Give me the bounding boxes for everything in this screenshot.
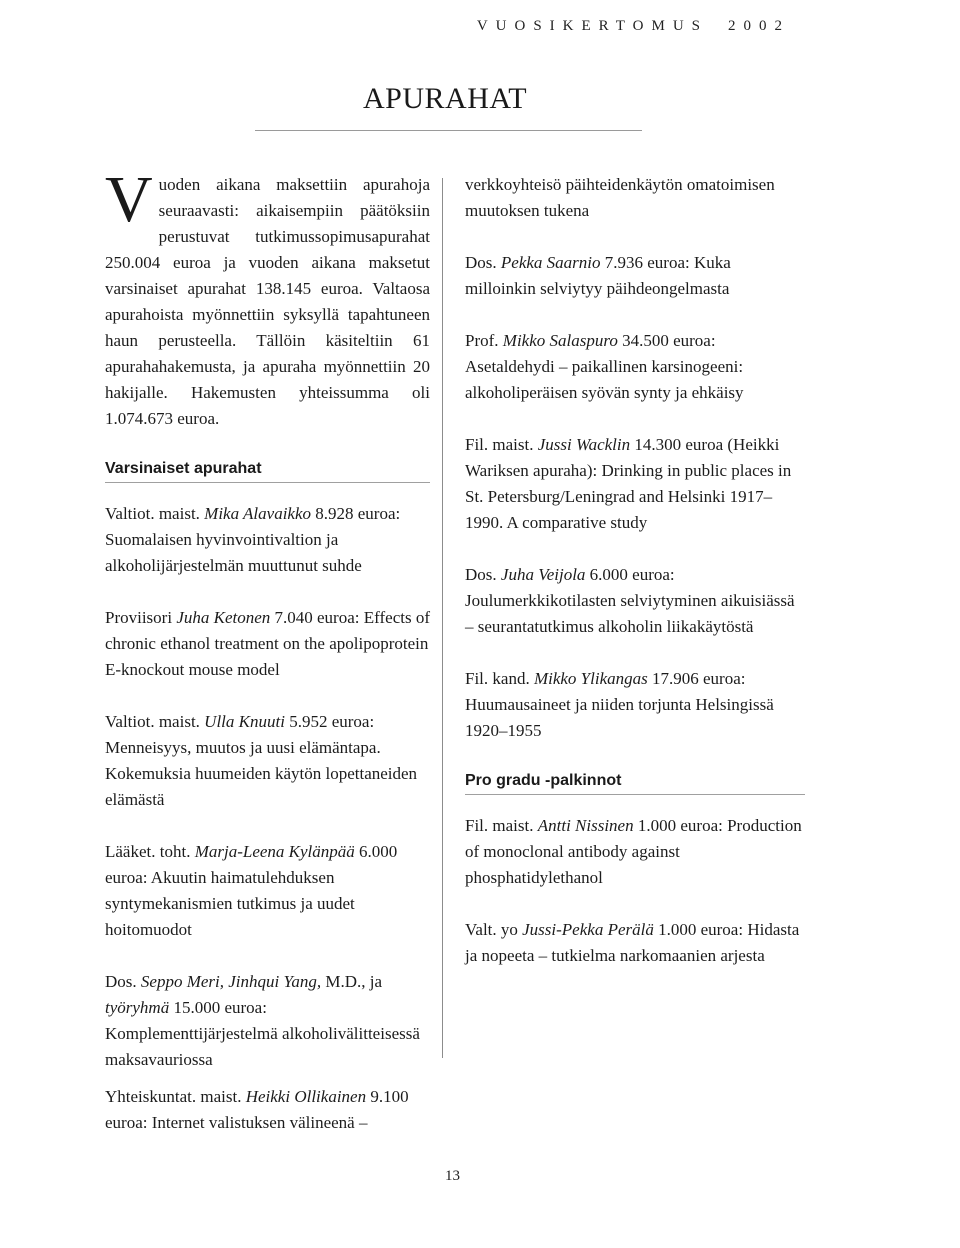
entry-desc: Joulumerkkikotilasten selviytyminen aikuisiässä – seurantatutkimus alkoholin liikakäytöstä (465, 591, 795, 636)
header-year: 2002 (728, 18, 790, 34)
entry-title: Fil. maist. (465, 816, 534, 835)
entry-amount: 5.952 euroa: (289, 712, 375, 731)
grant-entry (105, 839, 430, 943)
entry-amount: 34.500 euroa: (622, 331, 716, 350)
entry-title: Dos. (105, 972, 137, 991)
entry-amount: 8.928 euroa: (315, 504, 401, 523)
entry-desc: Suomalaisen hyvinvointivaltion ja alkoholijärjestelmän muuttunut suhde (105, 530, 362, 575)
entry-name-2: työryhmä (105, 998, 170, 1017)
entry-desc: Internet valistuksen välineenä – (151, 1113, 368, 1132)
drop-cap: V (105, 163, 153, 236)
entry-title: Proviisori (105, 608, 173, 627)
grant-entry (465, 666, 805, 744)
entry-desc: Menneisyys, muutos ja uusi elämäntapa. Kokemuksia huumeiden käytön lopettaneiden elämästä (105, 738, 418, 809)
entry-desc: (Heikki Wariksen apuraha): Drinking in public places in St. Petersburg/Leningrad and Helsinki 1917–1990. A comparative study (465, 435, 792, 532)
intro-paragraph (105, 163, 430, 432)
entry-amount: 9.100 euroa: (105, 1087, 409, 1132)
entry-desc: Akuutin haimatulehduksen syntymekanismien tutkimus ja uudet hoitomuodot (105, 868, 355, 939)
entry-desc: Huumausaineet ja niiden torjunta Helsingissä 1920–1955 (465, 695, 774, 740)
entry-name: Marja-Leena Kylänpää (194, 842, 355, 861)
grant-entry (105, 1084, 445, 1136)
right-column (465, 172, 805, 995)
entry-title: Valt. yo (465, 920, 518, 939)
page-number: 13 (445, 1168, 460, 1184)
entry-title: Lääket. toht. (105, 842, 191, 861)
entry-desc: Hidasta ja nopeeta – tutkielma narkomaanien arjesta (465, 920, 800, 965)
entry-name: Seppo Meri, Jinhqui Yang, (140, 972, 322, 991)
grant-entry (465, 250, 805, 302)
entry-title: Valtiot. maist. (105, 504, 200, 523)
grant-entry (105, 709, 430, 813)
entry-amount: 6.000 euroa: (105, 842, 398, 887)
entry-title: Prof. (465, 331, 499, 350)
entry-name: Mikko Salaspuro (502, 331, 618, 350)
entry-name: Antti Nissinen (537, 816, 634, 835)
entry-amount: 14.300 euroa (634, 435, 724, 454)
left-column (105, 163, 430, 1099)
grant-entry (465, 432, 805, 536)
grant-entry (105, 501, 430, 579)
entry-desc: Production of monoclonal antibody against phosphatidylethanol (465, 816, 802, 887)
page-title: APURAHAT (363, 82, 528, 115)
section-rule (465, 794, 805, 795)
entry-desc: Komplementtijärjestelmä alkoholivälitteisessä maksavauriossa (105, 1024, 420, 1069)
entry-amount: 6.000 euroa: (589, 565, 675, 584)
grant-entry (465, 328, 805, 406)
grant-entry (465, 917, 805, 969)
entry-name: Jussi-Pekka Perälä (522, 920, 654, 939)
entry-amount: 17.906 euroa: (652, 669, 746, 688)
header-title: VUOSIKERTOMUS (476, 18, 708, 34)
entry-amount: 15.000 euroa: (173, 998, 267, 1017)
title-rule (255, 130, 642, 131)
entry-desc: Kuka milloinkin selviytyy päihdeongelmasta (465, 253, 731, 298)
continued-desc: verkkoyhteisö päihteidenkäytön omatoimisen muutoksen tukena (465, 175, 775, 220)
bottom-entry-block (105, 1084, 445, 1162)
grant-entry (105, 969, 430, 1073)
entry-name: Juha Ketonen (176, 608, 271, 627)
section-heading-progradu: Pro gradu -palkinnot (465, 772, 622, 789)
entry-amount: 1.000 euroa: (658, 920, 744, 939)
entry-extra: M.D., ja (325, 972, 383, 991)
entry-name: Mika Alavaikko (204, 504, 312, 523)
entry-name: Jussi Wacklin (537, 435, 631, 454)
entry-title: Fil. maist. (465, 435, 534, 454)
grant-entry (105, 605, 430, 683)
column-divider (442, 178, 443, 1058)
entry-title: Yhteiskuntat. maist. (105, 1087, 242, 1106)
entry-title: Dos. (465, 253, 497, 272)
running-header (477, 18, 790, 35)
entry-amount: 1.000 euroa: (637, 816, 723, 835)
entry-desc: Asetaldehydi – paikallinen karsinogeeni: alkoholiperäisen syövän synty ja ehkäisy (465, 357, 744, 402)
section-rule (105, 482, 430, 483)
intro-text: uoden aikana maksettiin apurahoja seuraavasti: aikaisempiin päätöksiin perustuvat tutkimussopimusapurahat 250.004 euroa ja vuoden aikana maksetut varsinaiset apurahat 138.145 euroa. Valtaosa apurahoista myönnettiin syksyllä tapahtuneen haun perusteella. Tällöin käsiteltiin 61 apurahahakemusta, ja apuraha myönnettiin 20 hakijalle. Hakemusten yhteissumma oli 1.074.673 euroa. (105, 175, 430, 428)
entry-title: Valtiot. maist. (105, 712, 200, 731)
section-heading-varsinaiset: Varsinaiset apurahat (105, 460, 262, 477)
entry-name: Heikki Ollikainen (245, 1087, 367, 1106)
entry-name: Ulla Knuuti (204, 712, 285, 731)
entry-title: Fil. kand. (465, 669, 530, 688)
entry-name: Mikko Ylikangas (533, 669, 648, 688)
grant-entry (465, 562, 805, 640)
entry-name: Pekka Saarnio (500, 253, 601, 272)
entry-title: Dos. (465, 565, 497, 584)
grant-entry (465, 813, 805, 891)
entry-name: Juha Veijola (500, 565, 586, 584)
entry-desc: Effects of chronic ethanol treatment on the apolipoprotein E-knockout mouse model (105, 608, 430, 679)
entry-amount: 7.040 euroa: (274, 608, 360, 627)
entry-amount: 7.936 euroa: (604, 253, 690, 272)
